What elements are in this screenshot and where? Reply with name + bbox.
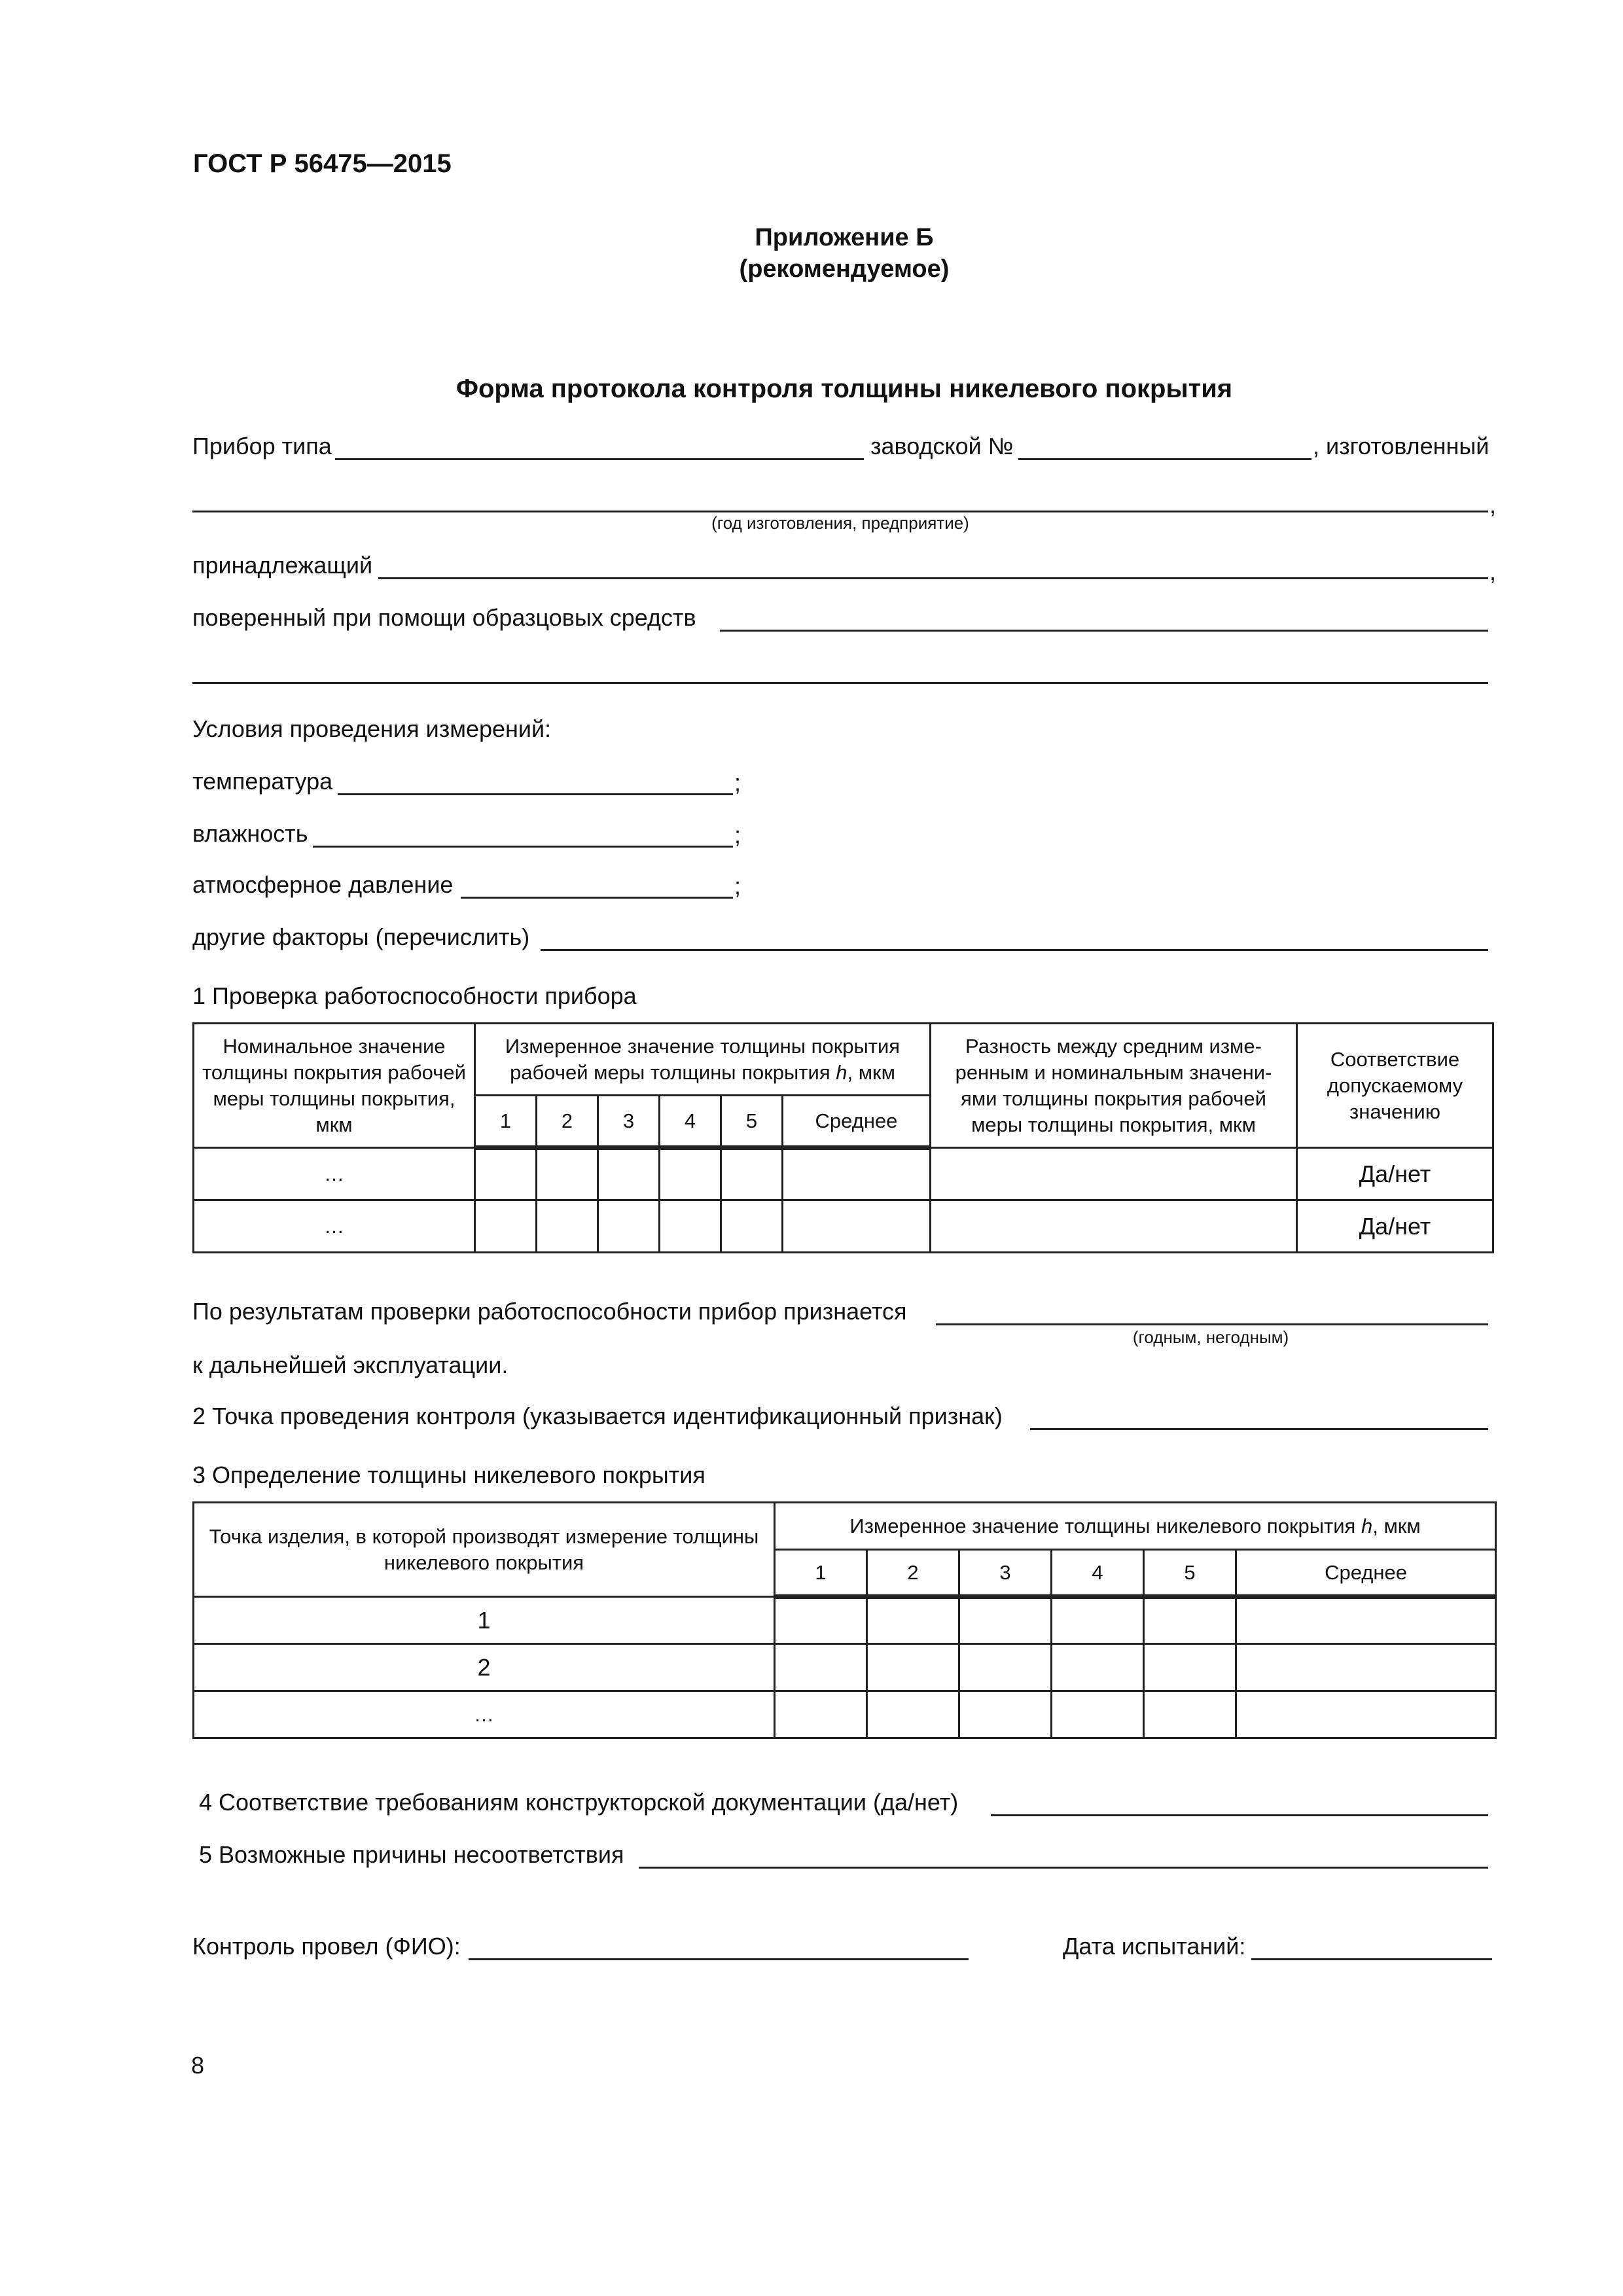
average-cell[interactable] [1236, 1691, 1496, 1738]
device-verified-label: поверенный при помощи образцовых средств [192, 604, 696, 631]
measure-cell[interactable] [475, 1200, 537, 1253]
match-cell[interactable]: Да/нет [1297, 1200, 1493, 1253]
device-owner-label: принадлежащий [192, 552, 373, 579]
sub-col: 5 [721, 1096, 783, 1148]
measure-cell[interactable] [537, 1200, 598, 1253]
device-check-table [192, 1022, 1494, 1253]
measure-cell[interactable] [775, 1597, 867, 1644]
measure-cell[interactable] [1052, 1691, 1144, 1738]
measure-cell[interactable] [660, 1148, 721, 1200]
table-row [194, 1200, 1493, 1253]
result-caption: (годным, негодным) [1132, 1327, 1289, 1347]
other-factors-label: другие факторы (перечислить) [192, 924, 530, 950]
point-cell: … [194, 1691, 775, 1738]
comma: , [1489, 492, 1497, 518]
appendix-title: Приложение Б [755, 224, 934, 251]
result-text: По результатам проверки работоспособности прибор признается [192, 1298, 907, 1325]
sub-col: 5 [1144, 1550, 1236, 1597]
nonconformity-field[interactable] [639, 1867, 1488, 1869]
measure-cell[interactable] [775, 1644, 867, 1691]
standard-number: ГОСТ Р 56475—2015 [193, 149, 452, 178]
average-cell[interactable] [783, 1148, 931, 1200]
section4-title: 4 Соответствие требованиям конструкторской документации (да/нет) [199, 1789, 959, 1816]
measure-cell[interactable] [537, 1148, 598, 1200]
point-cell: 2 [194, 1644, 775, 1691]
sub-col: 3 [598, 1096, 660, 1148]
device-owner-field[interactable] [378, 577, 1488, 579]
sub-col: 1 [775, 1550, 867, 1597]
measure-cell[interactable] [660, 1200, 721, 1253]
temperature-field[interactable] [338, 793, 733, 795]
section5-title: 5 Возможные причины несоответствия [199, 1841, 624, 1868]
measure-cell[interactable] [721, 1200, 783, 1253]
point-cell: 1 [194, 1597, 775, 1644]
table-row [194, 1148, 1493, 1200]
measure-cell[interactable] [867, 1644, 959, 1691]
match-cell[interactable]: Да/нет [1297, 1148, 1493, 1200]
nominal-cell: … [194, 1148, 475, 1200]
measure-cell[interactable] [867, 1691, 959, 1738]
sub-col-average: Среднее [1236, 1550, 1496, 1597]
conditions-title: Условия проведения измерений: [192, 715, 552, 742]
humidity-label: влажность [192, 820, 308, 847]
measure-cell[interactable] [475, 1148, 537, 1200]
device-verified-field-2[interactable] [192, 682, 1488, 684]
device-made-caption: (год изготовления, предприятие) [711, 513, 969, 533]
measure-cell[interactable] [959, 1644, 1052, 1691]
table-row [194, 1597, 1496, 1644]
measure-cell[interactable] [1144, 1644, 1236, 1691]
compliance-field[interactable] [991, 1814, 1488, 1816]
sub-col: 2 [537, 1096, 598, 1148]
sub-col: 4 [1052, 1550, 1144, 1597]
difference-cell[interactable] [931, 1148, 1297, 1200]
sub-col: 2 [867, 1550, 959, 1597]
measure-cell[interactable] [721, 1148, 783, 1200]
other-factors-field[interactable] [541, 949, 1488, 951]
measure-cell[interactable] [959, 1597, 1052, 1644]
measure-cell[interactable] [1144, 1691, 1236, 1738]
col-nominal: Номинальное значение толщины покрытия рабочей меры толщины покрытия, мкм [194, 1024, 475, 1148]
measure-cell[interactable] [959, 1691, 1052, 1738]
measure-cell[interactable] [1052, 1644, 1144, 1691]
comma: , [1489, 558, 1497, 585]
inspector-label: Контроль провел (ФИО): [192, 1933, 461, 1960]
nominal-cell: … [194, 1200, 475, 1253]
col-measured: Измеренное значение толщины никелевого покрытия h, мкм [775, 1503, 1496, 1550]
col-measured: Измеренное значение толщины покрытия рабочей меры толщины покрытия h, мкм [475, 1024, 931, 1096]
temperature-label: температура [192, 768, 333, 795]
col-match: Соответствие допускаемому значению [1297, 1024, 1493, 1148]
semicolon: ; [734, 872, 741, 899]
device-made-label: , изготовленный [1313, 433, 1489, 459]
test-date-field[interactable] [1251, 1958, 1492, 1960]
device-made-field[interactable] [192, 511, 1488, 512]
section3-title: 3 Определение толщины никелевого покрытия [192, 1462, 705, 1488]
average-cell[interactable] [783, 1200, 931, 1253]
measure-cell[interactable] [1052, 1597, 1144, 1644]
result-continuation: к дальнейшей эксплуатации. [192, 1352, 508, 1378]
control-point-field[interactable] [1030, 1428, 1488, 1430]
device-serial-label: заводской № [870, 433, 1014, 459]
average-cell[interactable] [1236, 1644, 1496, 1691]
test-date-label: Дата испытаний: [1063, 1933, 1246, 1960]
measure-cell[interactable] [1144, 1597, 1236, 1644]
table-row [194, 1691, 1496, 1738]
device-verified-field[interactable] [720, 630, 1488, 632]
device-type-field[interactable] [335, 458, 864, 460]
sub-col: 3 [959, 1550, 1052, 1597]
sub-col: 1 [475, 1096, 537, 1148]
form-title: Форма протокола контроля толщины никелевого покрытия [455, 374, 1233, 403]
device-type-label: Прибор типа [192, 433, 332, 459]
measure-cell[interactable] [598, 1148, 660, 1200]
humidity-field[interactable] [313, 846, 733, 848]
col-point: Точка изделия, в которой производят измерение толщины никелевого покрытия [194, 1503, 775, 1597]
semicolon: ; [734, 821, 741, 848]
page-number: 8 [191, 2052, 205, 2079]
pressure-field[interactable] [461, 897, 733, 899]
sub-col: 4 [660, 1096, 721, 1148]
difference-cell[interactable] [931, 1200, 1297, 1253]
measure-cell[interactable] [775, 1691, 867, 1738]
inspector-field[interactable] [469, 1958, 969, 1960]
average-cell[interactable] [1236, 1597, 1496, 1644]
semicolon: ; [734, 769, 741, 796]
sub-col-average: Среднее [783, 1096, 931, 1148]
thickness-table [192, 1501, 1497, 1739]
table-row [194, 1644, 1496, 1691]
section2-title: 2 Точка проведения контроля (указывается идентификационный признак) [192, 1403, 1003, 1429]
col-difference: Разность между средним изме- ренным и номинальным значени- ями толщины покрытия рабочей меры толщины покрытия, мкм [931, 1024, 1297, 1148]
measure-cell[interactable] [867, 1597, 959, 1644]
measure-cell[interactable] [598, 1200, 660, 1253]
result-field[interactable] [936, 1323, 1488, 1325]
pressure-label: атмосферное давление [192, 871, 454, 898]
section1-title: 1 Проверка работоспособности прибора [192, 982, 637, 1009]
device-serial-field[interactable] [1018, 458, 1311, 460]
appendix-status: (рекомендуемое) [739, 255, 950, 283]
